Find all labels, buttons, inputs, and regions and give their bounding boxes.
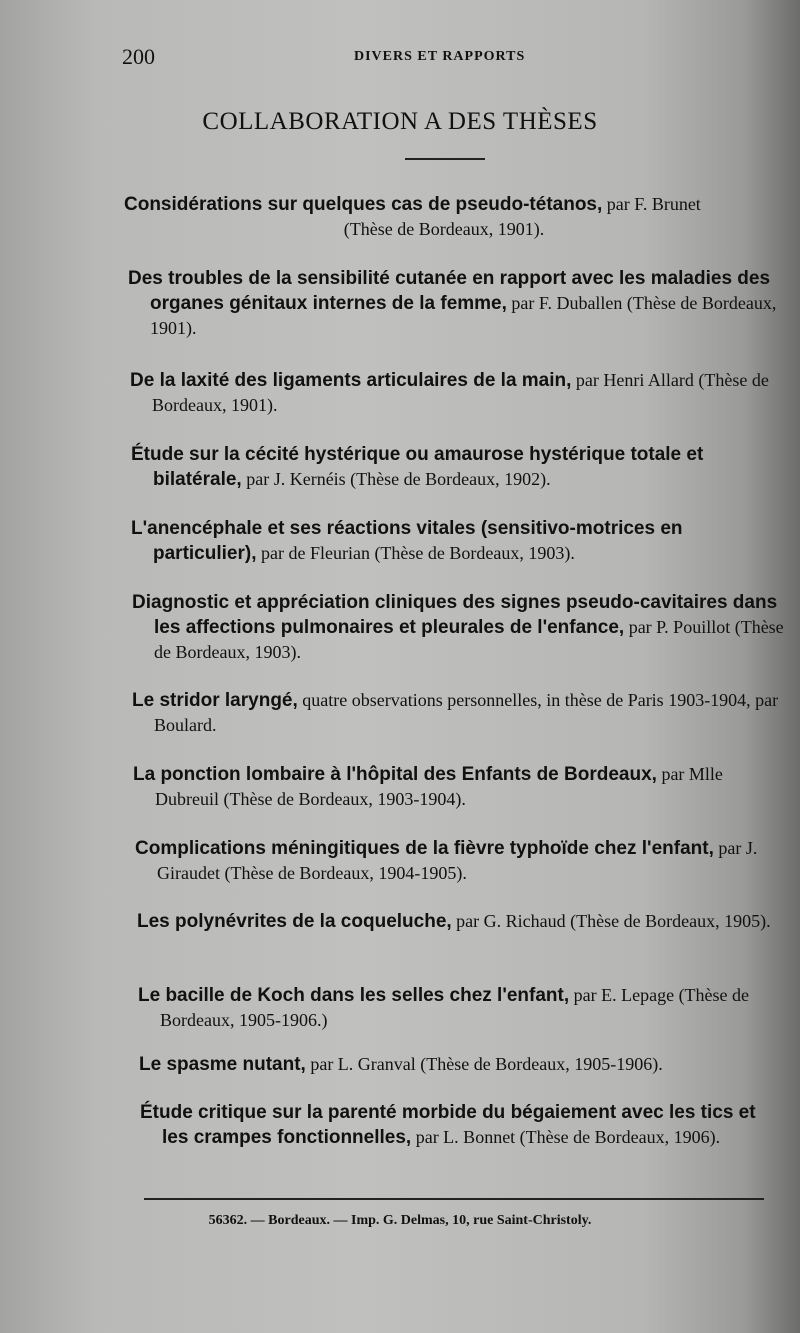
thesis-entry-6 xyxy=(132,590,784,665)
thesis-reference-line2: (Thèse de Bordeaux, 1901). xyxy=(343,219,545,239)
thesis-entry-1 xyxy=(124,192,764,242)
thesis-title: Diagnostic et appréciation cliniques des signes pseudo-cavitaires dans les affections pulmonaires et pleurales de l'enfance, xyxy=(132,592,778,638)
thesis-entry-2 xyxy=(128,266,782,341)
thesis-entry-5 xyxy=(131,516,783,566)
thesis-entry-9 xyxy=(135,836,787,886)
thesis-reference: par Henri Allard (Thèse de Bordeaux, 1901). xyxy=(152,370,769,415)
thesis-entry-12 xyxy=(139,1052,786,1077)
running-head: DIVERS ET RAPPORTS xyxy=(354,49,526,64)
thesis-reference: par de Fleurian (Thèse de Bordeaux, 1903). xyxy=(256,543,575,563)
thesis-title: Complications méningitiques de la fièvre typhoïde chez l'enfant, xyxy=(135,838,714,859)
thesis-title: Le spasme nutant, xyxy=(139,1054,306,1075)
thesis-title: De la laxité des ligaments articulaires de la main, xyxy=(130,370,572,391)
thesis-reference: par E. Lepage (Thèse de Bordeaux, 1905-1906.) xyxy=(160,985,750,1030)
thesis-reference: par L. Bonnet (Thèse de Bordeaux, 1906). xyxy=(411,1127,721,1147)
thesis-title: Le bacille de Koch dans les selles chez l'enfant, xyxy=(138,985,570,1006)
printer-imprint: 56362. — Bordeaux. — Imp. G. Delmas, 10, rue Saint-Christoly. xyxy=(208,1213,592,1228)
title-divider xyxy=(405,158,485,160)
thesis-title: Des troubles de la sensibilité cutanée en rapport avec les maladies des organes génitaux internes de la femme, xyxy=(128,268,771,314)
thesis-reference: par F. Duballen (Thèse de Bordeaux, 1901). xyxy=(150,293,777,338)
footer-divider xyxy=(144,1198,764,1200)
thesis-title: Considérations sur quelques cas de pseudo-tétanos, xyxy=(124,194,603,215)
thesis-reference: par P. Pouillot (Thèse de Bordeaux, 1903). xyxy=(154,617,784,662)
thesis-entry-10 xyxy=(137,909,787,934)
thesis-reference: par J. Kernéis (Thèse de Bordeaux, 1902). xyxy=(241,469,551,489)
thesis-entry-7 xyxy=(132,688,784,738)
thesis-reference: par G. Richaud (Thèse de Bordeaux, 1905). xyxy=(451,911,771,931)
thesis-title: Étude sur la cécité hystérique ou amaurose hystérique totale et bilatérale, xyxy=(131,444,704,490)
thesis-entry-13 xyxy=(140,1100,786,1150)
thesis-title: Le stridor laryngé, xyxy=(132,690,298,711)
section-title: COLLABORATION A DES THÈSES xyxy=(202,108,598,135)
thesis-reference: quatre observations personnelles, in thèse de Paris 1903-1904, par Boulard. xyxy=(154,690,779,735)
thesis-reference: par J. Giraudet (Thèse de Bordeaux, 1904-1905). xyxy=(157,838,758,883)
page-number: 200 xyxy=(122,44,155,69)
thesis-reference: par Mlle Dubreuil (Thèse de Bordeaux, 1903-1904). xyxy=(155,764,723,809)
thesis-entry-3 xyxy=(130,368,782,418)
thesis-reference: par F. Brunet xyxy=(602,194,701,214)
thesis-title: La ponction lombaire à l'hôpital des Enfants de Bordeaux, xyxy=(133,764,657,785)
page-header xyxy=(122,44,760,74)
thesis-reference: par L. Granval (Thèse de Bordeaux, 1905-1906). xyxy=(305,1054,663,1074)
thesis-title: Les polynévrites de la coqueluche, xyxy=(137,911,452,932)
thesis-entry-4 xyxy=(131,442,783,492)
thesis-entry-11 xyxy=(138,983,786,1033)
thesis-title: L'anencéphale et ses réactions vitales (sensitivo-motrices en particulier), xyxy=(131,518,683,564)
thesis-entry-8 xyxy=(133,762,785,812)
thesis-title: Étude critique sur la parenté morbide du bégaiement avec les tics et les crampes fonctionnelles, xyxy=(140,1102,756,1148)
